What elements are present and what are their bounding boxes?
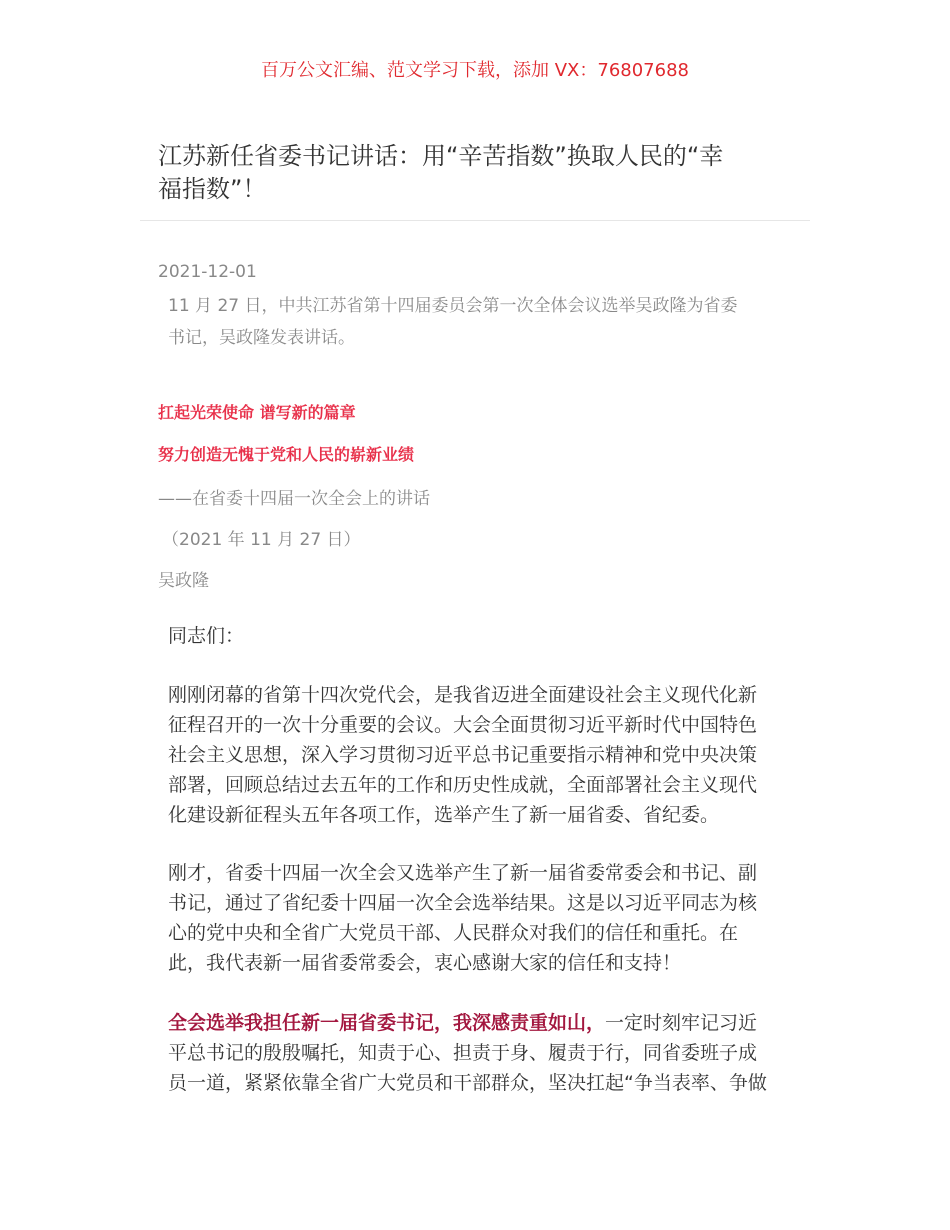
heading-1: 扛起光荣使命 谱写新的篇章: [158, 403, 356, 422]
intro-line: 书记，吴政隆发表讲话。: [168, 328, 355, 348]
speech-subtitle: ——在省委十四届一次全会上的讲话: [158, 489, 430, 509]
paragraph-3: [168, 1008, 767, 1098]
heading-2: 努力创造无愧于党和人民的崭新业绩: [158, 445, 415, 464]
intro-paragraph: [168, 290, 737, 354]
highlighted-text: 全会选举我担任新一届省委书记，我深感责重如山，: [168, 1012, 606, 1034]
intro-line: 11 月 27 日，中共江苏省第十四届委员会第一次全体会议选举吴政隆为省委: [168, 296, 738, 316]
watermark-banner: 百万公文汇编、范文学习下载，添加 VX：76807688: [261, 60, 689, 81]
paragraph-line: 化建设新征程头五年各项工作，选举产生了新一届省委、省纪委。: [168, 804, 720, 826]
paragraph-line: 此，我代表新一届省委常委会，衷心感谢大家的信任和支持！: [168, 952, 682, 974]
paragraph-line: 员一道，紧紧依靠全省广大党员和干部群众，坚决扛起“争当表率、争做: [168, 1072, 767, 1094]
divider: [140, 220, 810, 221]
paragraph-2: [168, 858, 757, 978]
title-line: 福指数”！: [158, 175, 267, 203]
salutation: 同志们：: [168, 625, 245, 647]
author: 吴政隆: [158, 571, 209, 591]
paragraph-line: 征程召开的一次十分重要的会议。大会全面贯彻习近平新时代中国特色: [168, 714, 758, 736]
title-line: 江苏新任省委书记讲话：用“辛苦指数”换取人民的“幸: [158, 142, 724, 170]
publish-date: 2021-12-01: [158, 262, 257, 282]
paragraph-line: 书记，通过了省纪委十四届一次全会选举结果。这是以习近平同志为核: [168, 892, 758, 914]
paragraph-line: 平总书记的殷殷嘱托，知责于心、担责于身、履责于行，同省委班子成: [168, 1042, 758, 1064]
article-title: [158, 140, 723, 206]
paragraph-line: 社会主义思想，深入学习贯彻习近平总书记重要指示精神和党中央决策: [168, 744, 758, 766]
paragraph-line: [168, 1008, 767, 1038]
line-text: 一定时刻牢记习近: [605, 1012, 758, 1034]
paragraph-1: [168, 680, 757, 830]
paragraph-line: 部署，回顾总结过去五年的工作和历史性成就，全面部署社会主义现代: [168, 774, 758, 796]
paragraph-line: 刚刚闭幕的省第十四次党代会，是我省迈进全面建设社会主义现代化新: [168, 684, 758, 706]
paragraph-line: 刚才，省委十四届一次全会又选举产生了新一届省委常委会和书记、副: [168, 862, 758, 884]
paragraph-line: 心的党中央和全省广大党员干部、人民群众对我们的信任和重托。在: [168, 922, 739, 944]
speech-date: （2021 年 11 月 27 日）: [162, 530, 361, 550]
